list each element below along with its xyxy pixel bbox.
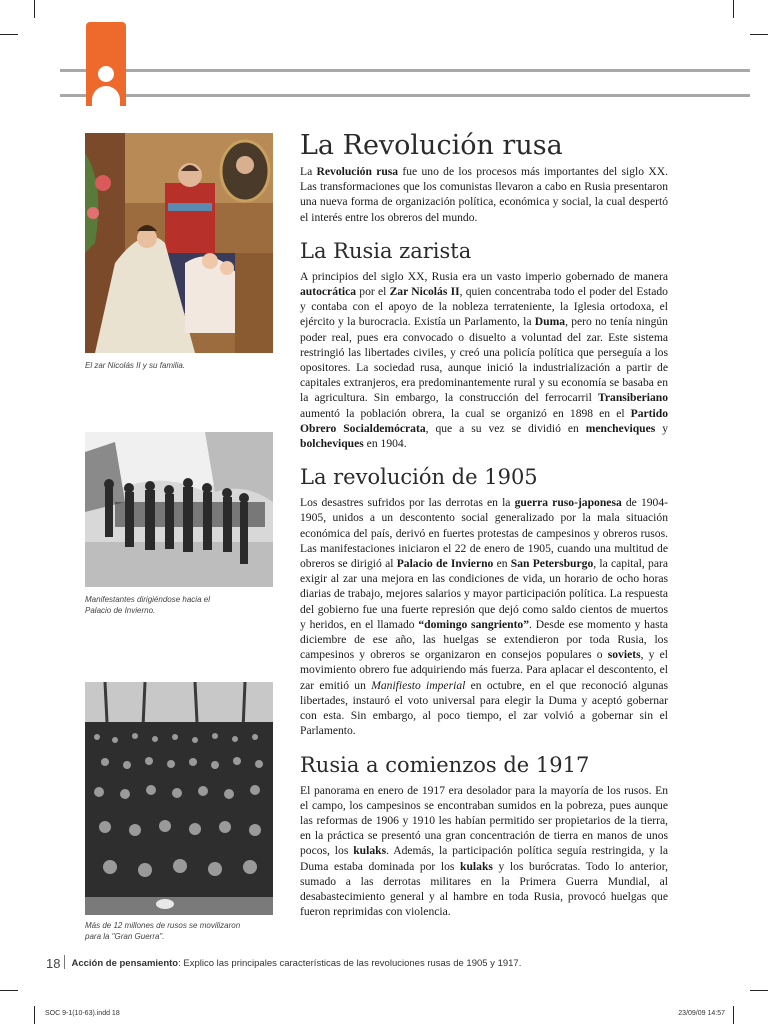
winter-palace-march-photo bbox=[85, 432, 273, 587]
crop-mark bbox=[733, 0, 734, 18]
header-rule-bottom bbox=[60, 94, 750, 97]
slug-date: 23/09/09 14:57 bbox=[678, 1010, 725, 1017]
crop-mark bbox=[750, 990, 768, 991]
section-text-rusia-1917: El panorama en enero de 1917 era desolador para la mayoría de los rusos. En el campo, los campesinos se encontraban sumidos en la pobreza, pues aunque las reformas de 1906 y 1910 les habían permitido ser propietarios de la tierra, en la práctica se presentó una gran concentración de tierra en manos de unos pocos, los kulaks. Además, la participación política seguía restringida, y la Duma estaba dominada por los kulaks y los burócratas. Todo lo anterior, sumado a las derrotas militares en la Primera Guerra Mundial, al desabastecimiento general y al hambre en toda Rusia, provocó huelgas que fueron reprimidas con violencia. bbox=[300, 783, 669, 919]
section-text-revolucion-rusa: La Revolución rusa fue uno de los procesos más importantes del siglo XX. Las transformaciones que los comunistas llevaron a cabo en Rusia presentaron una nueva forma de organización política, económica y social, la cual despertó el interés entre los obreros del mundo. bbox=[300, 165, 668, 224]
soldiers-caption: Más de 12 millones de rusos se movilizaron para la "Gran Guerra". bbox=[85, 921, 241, 941]
activity-text: : Explico las principales características de las revoluciones rusas de 1905 y 1917. bbox=[178, 958, 522, 969]
crop-mark bbox=[0, 34, 18, 35]
page-number: 18 bbox=[46, 956, 61, 971]
tsar-family-photo bbox=[85, 133, 273, 353]
section-tab-person-icon bbox=[86, 22, 126, 106]
slug-file: SOC 9-1(10-63).indd 18 bbox=[45, 1010, 120, 1017]
crop-mark bbox=[34, 0, 35, 18]
section-title-revolucion-rusa: La Revolución rusa bbox=[300, 130, 563, 161]
crop-mark bbox=[34, 1006, 35, 1024]
person-icon-body bbox=[92, 86, 120, 106]
page-footer bbox=[46, 955, 746, 971]
header-rule-top bbox=[60, 69, 750, 72]
crop-mark bbox=[750, 34, 768, 35]
crop-mark bbox=[0, 990, 18, 991]
tsar-family-caption: El zar Nicolás II y su familia. bbox=[85, 361, 186, 370]
winter-palace-caption: Manifestantes dirigiéndose hacia el Palacio de Invierno. bbox=[85, 595, 210, 615]
footer-divider bbox=[64, 955, 65, 969]
section-text-revolucion-1905: Los desastres sufridos por las derrotas en la guerra ruso-japonesa de 1904-1905, unidos a un descontento social generalizado por la mala situación económica del país, derivó en fuertes protestas de campesinos y obreros rusos. Las manifestaciones iniciaron el 22 de enero de 1905, cuando una multitud de obreros se dirigió al Palacio de Invierno en San Petersburgo, la capital, para exigir al zar una mejora en las condiciones de vida, un horario de ocho horas diarias de trabajo, mejores salarios y mayor participación política. La respuesta del gobierno fue una fuerte represión que dejó como saldo cientos de muertos y heridos, en el llamado “domingo sangriento”. Desde ese momento y hasta diciembre de ese año, las huelgas se extendieron por toda Rusia, los campesinos y obreros se organizaron en consejos populares o soviets, y el movimiento obrero fue adquiriendo más fuerza. Para aplacar el descontento, el zar emitió un Manifiesto imperial en octubre, en el que reconoció algunas libertades, instauró el voto universal para elegir la Duma y aceptó gobernar con esta. Sin embargo, al poco tiempo, el zar volvió a gobernar sin el Parlamento. bbox=[300, 496, 669, 738]
activity-label: Acción de pensamiento bbox=[71, 958, 179, 969]
section-title-rusia-zarista: La Rusia zarista bbox=[300, 238, 472, 263]
section-title-rusia-1917: Rusia a comienzos de 1917 bbox=[300, 752, 590, 777]
print-slug bbox=[45, 1010, 725, 1017]
person-icon-head bbox=[98, 66, 114, 82]
section-text-rusia-zarista: A principios del siglo XX, Rusia era un vasto imperio gobernado de manera autocrática por el Zar Nicolás II, quien concentraba todo el poder del Estado y contaba con el apoyo de la nobleza terrateniente, la Iglesia ortodoxa, el ejército y la burocracia. Existía un Parlamento, la Duma, pero no tenía ningún poder real, pues era convocado o disuelto a voluntad del zar. Este sistema restringió las libertades civiles, y creó una policía política que perseguía a los opositores. La sociedad rusa, aunque inició la industrialización a partir de capitales extranjeros, era predominantemente rural y su economía se basaba en la agricultura. Sin embargo, la construcción del ferrocarril Transiberiano aumentó la población obrera, la cual se organizó en 1898 en el Partido Obrero Socialdemócrata, que a su vez se dividió en mencheviques y bolcheviques en 1904. bbox=[300, 269, 668, 451]
crop-mark bbox=[733, 1006, 734, 1024]
soldiers-photo bbox=[85, 682, 273, 915]
article-column bbox=[300, 128, 668, 919]
section-title-revolucion-1905: La revolución de 1905 bbox=[300, 465, 538, 490]
